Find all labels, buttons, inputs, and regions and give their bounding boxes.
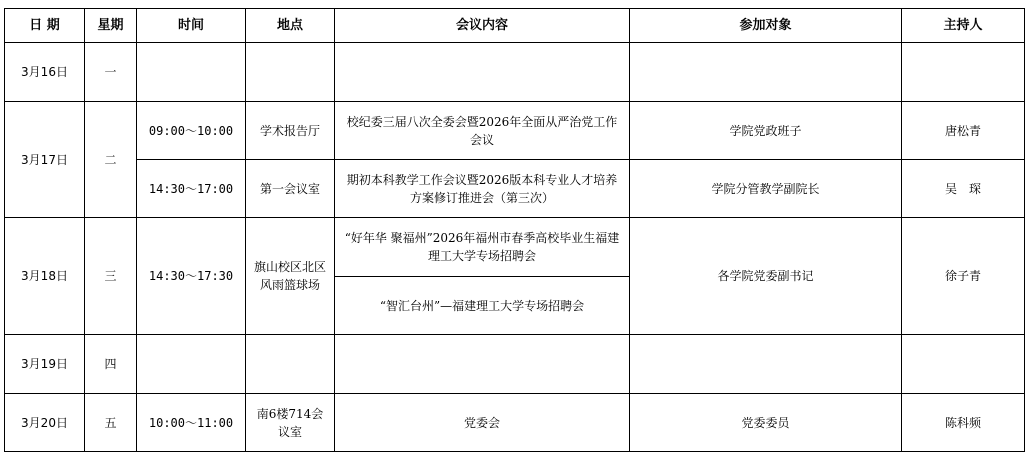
participants-cell: [630, 43, 902, 102]
weekday-cell: 五: [85, 394, 137, 452]
host-cell: [902, 43, 1025, 102]
content-cell: 校纪委三届八次全委会暨2026年全面从严治党工作会议: [335, 102, 630, 160]
table-row: [5, 394, 1025, 452]
location-cell: 旗山校区北区风雨篮球场: [246, 218, 335, 335]
content-cell: “好年华 聚福州”2026年福州市春季高校毕业生福建理工大学专场招聘会: [335, 218, 630, 277]
location-cell: [246, 335, 335, 394]
content-cell: [335, 335, 630, 394]
time-cell: 10:00～11:00: [137, 394, 246, 452]
header-content: 会议内容: [335, 9, 630, 43]
content-cell: “智汇台州”—福建理工大学专场招聘会: [335, 277, 630, 335]
time-cell: 14:30～17:30: [137, 218, 246, 335]
table-row: [5, 43, 1025, 102]
participants-cell: 各学院党委副书记: [630, 218, 902, 335]
header-participants: 参加对象: [630, 9, 902, 43]
weekday-cell: 二: [85, 102, 137, 218]
time-cell: [137, 43, 246, 102]
weekday-cell: 一: [85, 43, 137, 102]
date-cell: 3月17日: [5, 102, 85, 218]
meeting-schedule-table: [4, 8, 1025, 452]
participants-cell: 学院党政班子: [630, 102, 902, 160]
header-location: 地点: [246, 9, 335, 43]
location-cell: 南6楼714会议室: [246, 394, 335, 452]
table-row: [5, 335, 1025, 394]
participants-cell: 党委委员: [630, 394, 902, 452]
header-host: 主持人: [902, 9, 1025, 43]
header-date: 日 期: [5, 9, 85, 43]
weekday-cell: 三: [85, 218, 137, 335]
table-row: [5, 102, 1025, 160]
host-cell: 吴 琛: [902, 160, 1025, 218]
header-weekday: 星期: [85, 9, 137, 43]
date-cell: 3月20日: [5, 394, 85, 452]
table-row: [5, 160, 1025, 218]
time-cell: 14:30～17:00: [137, 160, 246, 218]
header-time: 时间: [137, 9, 246, 43]
date-cell: 3月19日: [5, 335, 85, 394]
host-cell: 徐子青: [902, 218, 1025, 335]
content-cell: 期初本科教学工作会议暨2026版本科专业人才培养方案修订推进会（第三次）: [335, 160, 630, 218]
table-row: [5, 218, 1025, 277]
participants-cell: [630, 335, 902, 394]
time-cell: [137, 335, 246, 394]
location-cell: 学术报告厅: [246, 102, 335, 160]
host-cell: 唐松青: [902, 102, 1025, 160]
content-cell: [335, 43, 630, 102]
participants-cell: 学院分管教学副院长: [630, 160, 902, 218]
location-cell: [246, 43, 335, 102]
location-cell: 第一会议室: [246, 160, 335, 218]
content-cell: 党委会: [335, 394, 630, 452]
header-row: [5, 9, 1025, 43]
time-cell: 09:00～10:00: [137, 102, 246, 160]
date-cell: 3月18日: [5, 218, 85, 335]
date-cell: 3月16日: [5, 43, 85, 102]
host-cell: [902, 335, 1025, 394]
weekday-cell: 四: [85, 335, 137, 394]
host-cell: 陈科频: [902, 394, 1025, 452]
